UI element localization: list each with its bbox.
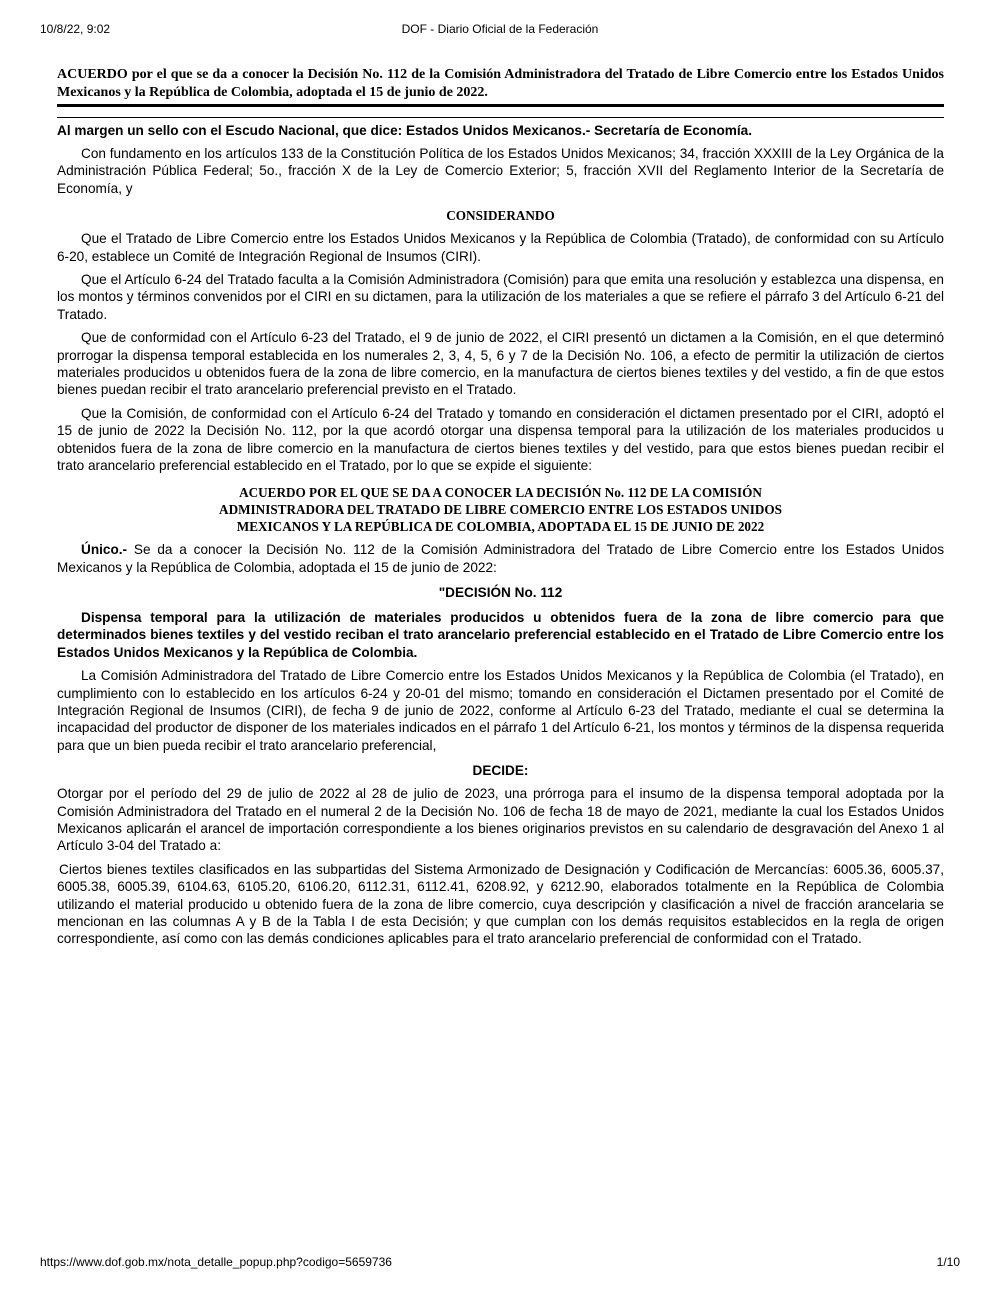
acuerdo-heading-line: MEXICANOS Y LA REPÚBLICA DE COLOMBIA, ADOPTADA EL 15 DE JUNIO DE 2022 (236, 518, 765, 534)
bienes-paragraph: Ciertos bienes textiles clasificados en las subpartidas del Sistema Armonizado de Designación y Codificación de Mercancías: 6005.36, 6005.37, 6005.38, 6005.39, 6104.63, 6105.20, 6106.20, 6112.31, 6112.41, 6208.92, y 6212.90, elaborados totalmente en la República de Colombia utilizando el material producido u obtenido fuera de la zona de libre comercio, cuya descripción y clasificación a nivel de fracción arancelaria se mencionan en las columnas A y B de la Tabla I de esta Decisión; y que cumplan con los demás requisitos establecidos en la regla de origen correspondiente, así como con las demás condiciones aplicables para el trato arancelario preferencial de conformidad con el Tratado. (57, 861, 944, 947)
acuerdo-heading (57, 484, 944, 536)
unico-paragraph (57, 541, 944, 576)
print-url: https://www.dof.gob.mx/nota_detalle_popup.php?codigo=5659736 (40, 1255, 392, 1269)
sello-note: Al margen un sello con el Escudo Nacional, que dice: Estados Unidos Mexicanos.- Secretaría de Economía. (57, 123, 752, 138)
considerando-paragraph: Que de conformidad con el Artículo 6-23 del Tratado, el 9 de junio de 2022, el CIRI presentó un dictamen a la Comisión, en el que determinó prorrogar la dispensa temporal establecida en los numerales 2, 3, 4, 5, 6 y 7 de la Decisión No. 106, a efecto de permitir la utilización de ciertos materiales producidos u obtenidos fuera de la zona de libre comercio, en la manufactura de ciertos bienes textiles y del vestido, a fin de que estos bienes puedan recibir el trato arancelario preferencial previsto en el Tratado. (57, 330, 944, 398)
title-divider (57, 117, 944, 118)
print-site-title: DOF - Diario Oficial de la Federación (401, 22, 599, 36)
considerando-heading: CONSIDERANDO (446, 208, 555, 224)
document-title: ACUERDO por el que se da a conocer la Decisión No. 112 de la Comisión Administradora del Tratado de Libre Comercio entre los Estados Unidos Mexicanos y la República de Colombia, adoptada el 15 de junio de 2022. (57, 66, 944, 107)
considerando-paragraph: Que la Comisión, de conformidad con el Artículo 6-24 del Tratado y tomando en consideración el dictamen presentado por el CIRI, adoptó el 15 de junio de 2022 la Decisión No. 112, por la que acordó otorgar una dispensa temporal para la utilización de los materiales producidos u obtenidos fuera de la zona de libre comercio en la manufactura de ciertos bienes textiles y del vestido, para que estos bienes puedan recibir el trato arancelario preferencial establecido en el Tratado, por lo que se expide el siguiente: (57, 405, 944, 474)
unico-label: Único.- (81, 542, 128, 558)
decision-heading: "DECISIÓN No. 112 (438, 584, 563, 600)
print-footer (40, 1255, 960, 1273)
decision-subtitle: Dispensa temporal para la utilización de materiales producidos u obtenidos fuera de la zona de libre comercio para que determinados bienes textiles y del vestido reciban el trato arancelario preferencial establecido en el Tratado de Libre Comercio entre los Estados Unidos Mexicanos y la República de Colombia. (57, 609, 944, 660)
fundamento-paragraph: Con fundamento en los artículos 133 de la Constitución Política de los Estados Unidos Mexicanos; 34, fracción XXXIII de la Ley Orgánica de la Administración Pública Federal; 5o., fracción X de la Ley de Comercio Exterior; 5, fracción XVII del Reglamento Interior de la Secretaría de Economía, y (57, 146, 944, 196)
print-header (40, 22, 960, 40)
document-body (57, 66, 944, 948)
acuerdo-heading-line: ACUERDO POR EL QUE SE DA A CONOCER LA DECISIÓN No. 112 DE LA COMISIÓN (239, 484, 762, 500)
print-datetime: 10/8/22, 9:02 (40, 22, 111, 36)
decide-paragraph: Otorgar por el período del 29 de julio de 2022 al 28 de julio de 2023, una prórroga para el insumo de la dispensa temporal adoptada por la Comisión Administradora del Tratado en el numeral 2 de la Decisión No. 106 de fecha 18 de mayo de 2021, mediante la cual los Estados Unidos Mexicanos aplicarán el arancel de importación correspondiente a los bienes originarios previstos en su calendario de desgravación del Anexo 1 al Artículo 3-04 del Tratado a: (57, 786, 944, 854)
unico-text: Se da a conocer la Decisión No. 112 de la Comisión Administradora del Tratado de Libre Comercio entre los Estados Unidos Mexicanos y la República de Colombia, adoptada el 15 de junio de 2022: (57, 542, 944, 575)
considerando-paragraph: Que el Artículo 6-24 del Tratado faculta a la Comisión Administradora (Comisión) para que emita una resolución y establezca una dispensa, en los montos y términos convenidos por el CIRI en su dictamen, para la utilización de los materiales a que se refiere el párrafo 3 del Artículo 6-21 del Tratado. (57, 272, 944, 322)
page-number: 1/10 (936, 1255, 960, 1269)
decide-heading: DECIDE: (472, 763, 529, 779)
decision-preamble: La Comisión Administradora del Tratado de Libre Comercio entre los Estados Unidos Mexicanos y la República de Colombia (el Tratado), en cumplimiento con lo establecido en los artículos 6-24 y 20-01 del mismo; tomando en consideración el Dictamen presentado por el Comité de Integración Regional de Insumos (CIRI), de fecha 9 de junio de 2022, conforme al Artículo 6-23 del Tratado, mediante el cual se determina la incapacidad del productor de disponer de los materiales indicados en el párrafo 1 del Artículo 6-21, los montos y términos de la dispensa requerida para que un bien pueda recibir el trato arancelario preferencial, (57, 668, 944, 753)
considerando-paragraph: Que el Tratado de Libre Comercio entre los Estados Unidos Mexicanos y la República de Colombia (Tratado), de conformidad con su Artículo 6-20, establece un Comité de Integración Regional de Insumos (CIRI). (57, 231, 944, 264)
acuerdo-heading-line: ADMINISTRADORA DEL TRATADO DE LIBRE COMERCIO ENTRE LOS ESTADOS UNIDOS (219, 501, 782, 517)
